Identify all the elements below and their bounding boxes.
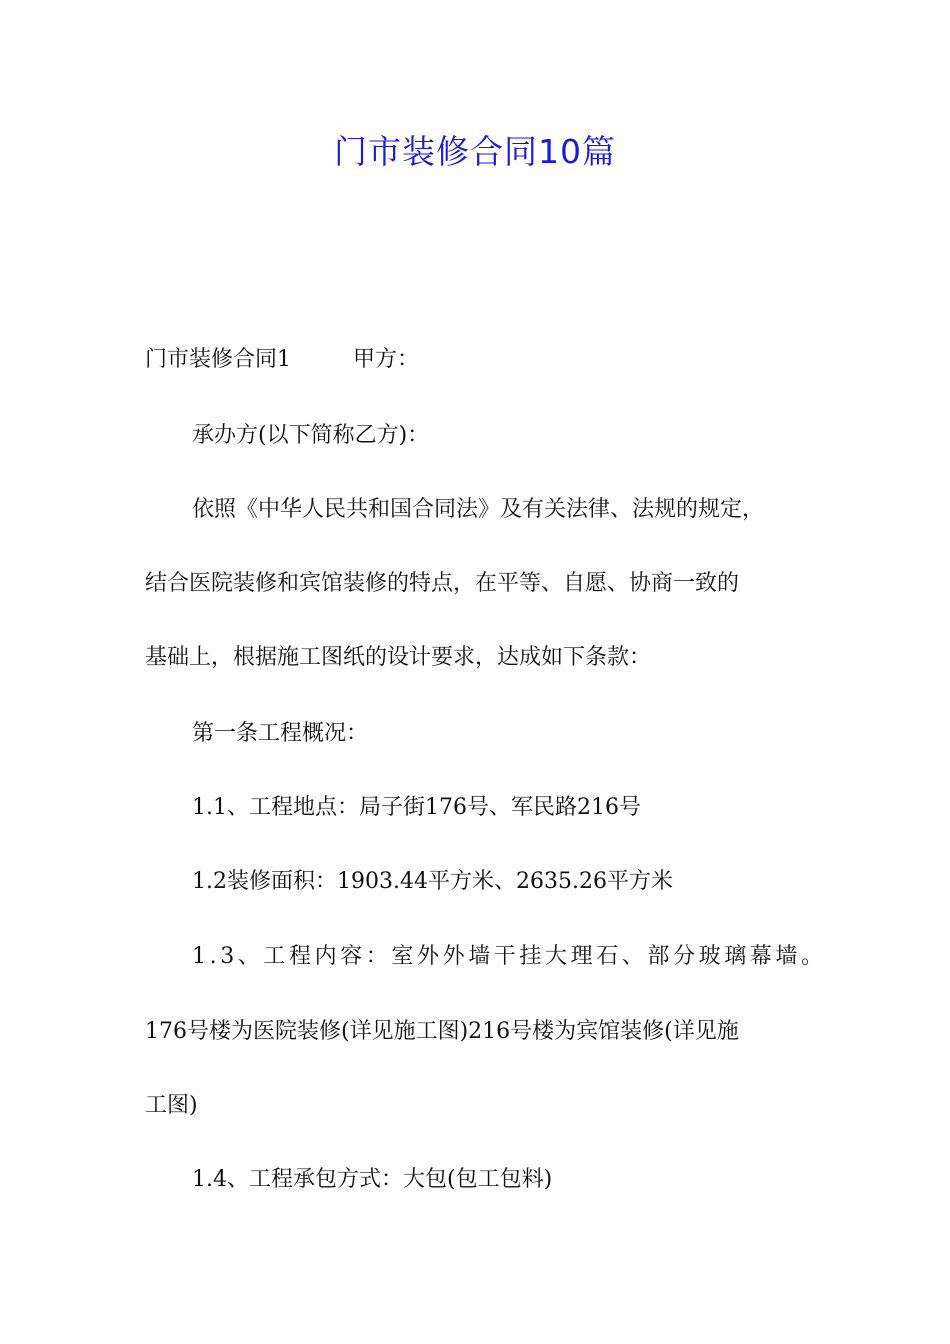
item-1-3-line-2: 176号楼为医院装修(详见施工图)216号楼为宾馆装修(详见施	[145, 1019, 739, 1044]
item-1-4: 1.4、工程承包方式：大包(包工包料)	[192, 1167, 553, 1192]
heading-line	[145, 344, 825, 376]
item-1-3-line-3: 工图)	[145, 1093, 198, 1118]
section-heading: 门市装修合同1	[145, 347, 291, 372]
preamble-line-2: 结合医院装修和宾馆装修的特点，在平等、自愿、协商一致的	[145, 571, 740, 596]
party-b-label: 承办方(以下简称乙方)：	[192, 423, 430, 448]
preamble-line-3: 基础上，根据施工图纸的设计要求，达成如下条款：	[145, 645, 652, 670]
preamble-line-1: 依照《中华人民共和国合同法》及有关法律、法规的规定，	[192, 497, 765, 522]
party-a-label: 甲方：	[353, 347, 420, 372]
article-1-heading: 第一条工程概况：	[192, 721, 369, 746]
item-1-3-line-1: 1.3、工程内容：室外外墙干挂大理石、部分玻璃幕墙。	[192, 944, 827, 969]
item-1-2: 1.2装修面积：1903.44平方米、2635.26平方米	[192, 869, 673, 894]
item-1-1: 1.1、工程地点：局子街176号、军民路216号	[192, 795, 641, 820]
document-title: 门市装修合同10篇	[334, 132, 616, 171]
